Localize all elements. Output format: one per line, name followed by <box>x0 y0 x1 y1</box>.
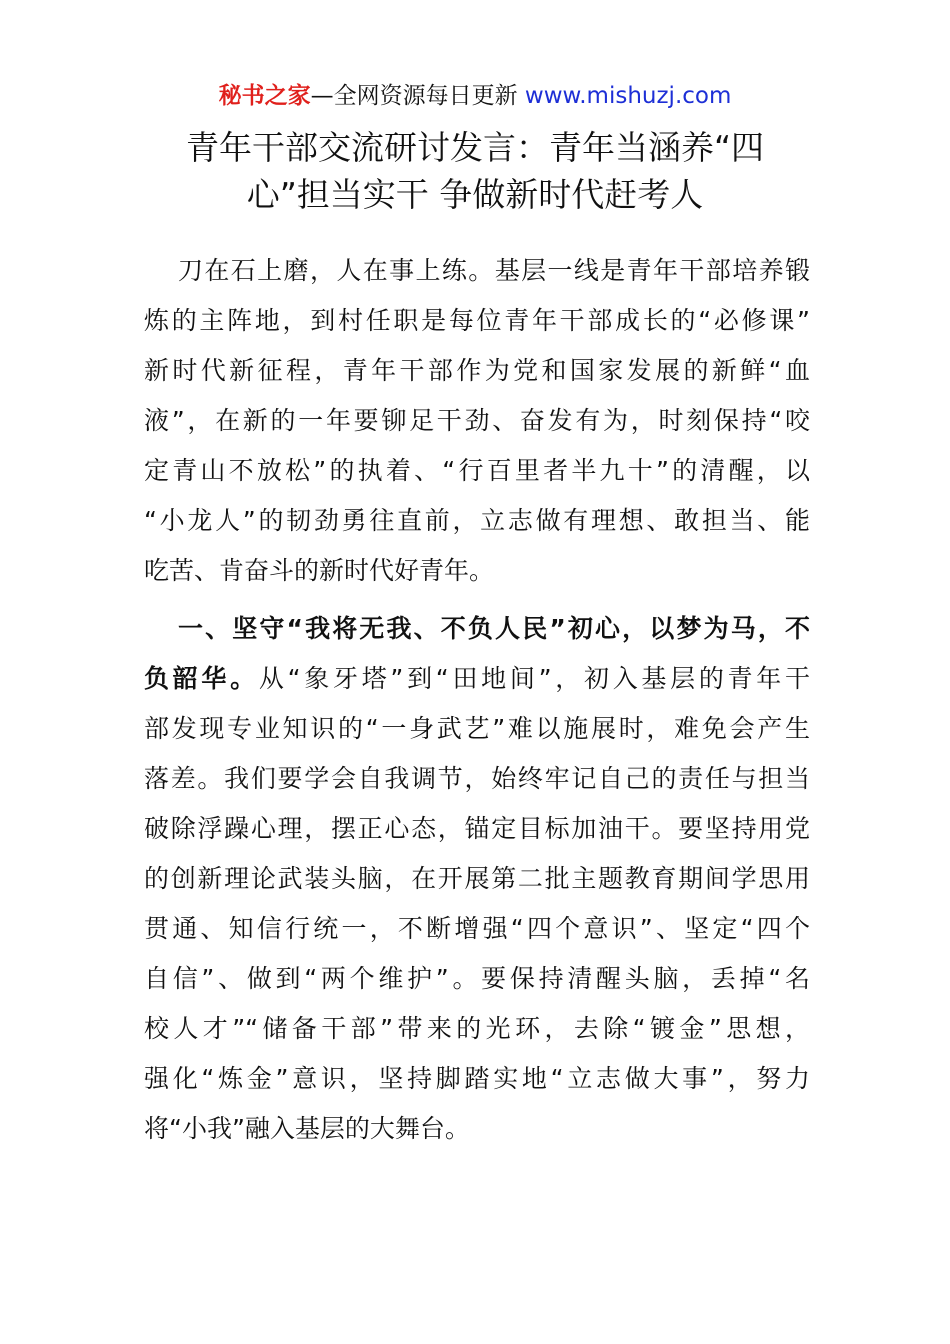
paragraph-line: 液”，在新的一年要铆足干劲、奋发有为，时刻保持“咬 <box>144 406 810 435</box>
paragraph-line: 校人才”“储备干部”带来的光环，去除“镀金”思想， <box>144 1014 810 1043</box>
paragraph-line-rest: 从“象牙塔”到“田地间”，初入基层的青年干 <box>258 664 810 693</box>
paragraph-line: 吃苦、肯奋斗的新时代好青年。 <box>144 556 495 585</box>
paragraph-line: 炼的主阵地，到村任职是每位青年干部成长的“必修课” <box>144 306 810 335</box>
site-tagline: —全网资源每日更新 <box>310 83 518 109</box>
section-heading-end: 负韶华。 <box>144 664 259 693</box>
paragraph-line: 自信”、做到“两个维护”。要保持清醒头脑，丢掉“名 <box>144 964 810 993</box>
paragraph-line: 刀在石上磨，人在事上练。基层一线是青年干部培养锻 <box>178 256 810 285</box>
paragraph-line: 将“小我”融入基层的大舞台。 <box>144 1114 470 1143</box>
paragraph-line: 定青山不放松”的执着、“行百里者半九十”的清醒，以 <box>144 456 810 485</box>
document-title <box>140 124 810 218</box>
site-header <box>0 80 950 112</box>
document-title-line-2: 心”担当实干 争做新时代赶考人 <box>246 175 704 214</box>
paragraph-line: 部发现专业知识的“一身武艺”难以施展时，难免会产生 <box>144 714 810 743</box>
site-url-link[interactable]: www.mishuzj.com <box>517 83 732 109</box>
paragraph-line: 贯通、知信行统一，不断增强“四个意识”、坚定“四个 <box>144 914 810 943</box>
paragraph-line: 破除浮躁心理，摆正心态，锚定目标加油干。要坚持用党 <box>144 814 810 843</box>
paragraph-section-1 <box>144 604 810 1154</box>
paragraph-intro <box>144 246 810 596</box>
paragraph-line: 新时代新征程，青年干部作为党和国家发展的新鲜“血 <box>144 356 810 385</box>
section-heading-line: 一、坚守“我将无我、不负人民”初心，以梦为马，不 <box>178 614 810 643</box>
paragraph-line: 强化“炼金”意识，坚持脚踏实地“立志做大事”，努力 <box>144 1064 810 1093</box>
document-title-line-1: 青年干部交流研讨发言：青年当涵养“四 <box>185 128 765 167</box>
paragraph-line: 落差。我们要学会自我调节，始终牢记自己的责任与担当 <box>144 764 810 793</box>
site-brand: 秘书之家 <box>218 83 311 109</box>
paragraph-line-with-lead <box>144 654 810 704</box>
paragraph-line: 的创新理论武装头脑，在开展第二批主题教育期间学思用 <box>144 864 810 893</box>
paragraph-line: “小龙人”的韧劲勇往直前，立志做有理想、敢担当、能 <box>144 506 810 535</box>
